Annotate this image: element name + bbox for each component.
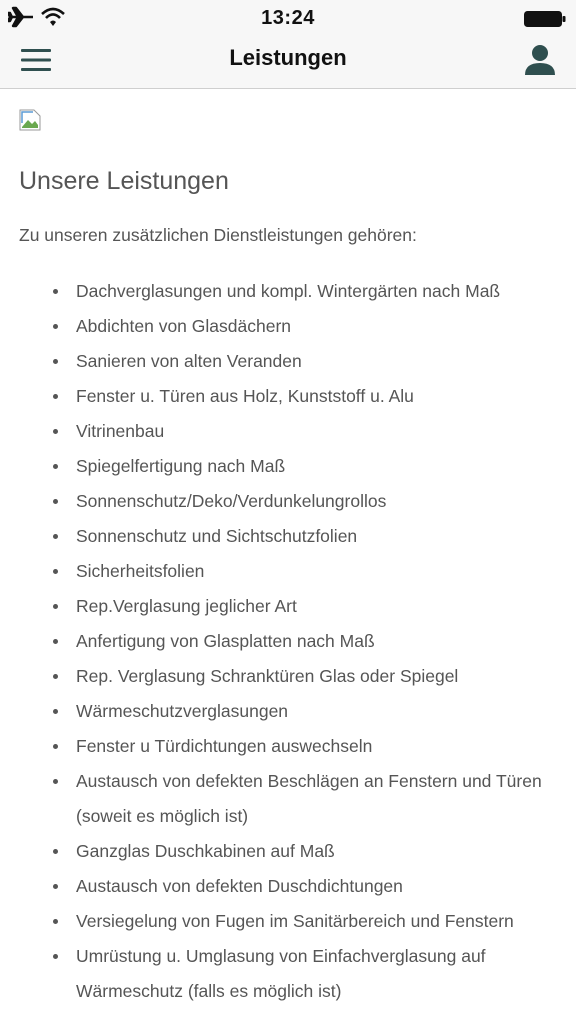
user-icon [523, 44, 557, 81]
list-item: Austausch von defekten Duschdichtungen [0, 869, 576, 904]
list-item: Ganzglas Duschkabinen auf Maß [0, 834, 576, 869]
list-item: Sonnenschutz/Deko/Verdunkelungrollos [0, 484, 576, 519]
page-title: Leistungen [229, 45, 347, 70]
list-item: Spiegelfertigung nach Maß [0, 449, 576, 484]
list-item: Fenster u Türdichtungen auswechseln [0, 729, 576, 764]
list-item: Fenster u. Türen aus Holz, Kunststoff u. Alu [0, 379, 576, 414]
status-time: 13:24 [261, 7, 315, 29]
list-item: Sonnenschutz und Sichtschutzfolien [0, 519, 576, 554]
list-item: Wärmeschutzverglasungen [0, 694, 576, 729]
list-item: Versiegelung von Fugen im Sanitärbereich und Fenstern [0, 904, 576, 939]
status-bar [0, 0, 576, 38]
list-item: Dachverglasungen und kompl. Wintergärten nach Maß [0, 274, 576, 309]
section-heading: Unsere Leistungen [19, 167, 229, 195]
list-item: Umrüstung u. Umglasung von Einfachverglasung auf Wärmeschutz (falls es möglich ist) [0, 939, 576, 1009]
menu-button[interactable] [12, 42, 60, 82]
broken-image-icon [19, 109, 41, 131]
battery-icon [524, 11, 566, 27]
list-item: Austausch von defekten Beschlägen an Fenstern und Türen (soweit es möglich ist) [0, 764, 576, 834]
user-button[interactable] [518, 40, 562, 84]
intro-text: Zu unseren zusätzlichen Dienstleistungen gehören: [19, 225, 417, 245]
services-list [0, 274, 576, 1009]
list-item: Abdichten von Glasdächern [0, 309, 576, 344]
content-area [0, 89, 576, 1024]
list-item: Vitrinenbau [0, 414, 576, 449]
list-item: Sicherheitsfolien [0, 554, 576, 589]
navigation-bar [0, 38, 576, 89]
list-item: Rep.Verglasung jeglicher Art [0, 589, 576, 624]
hamburger-menu-icon [20, 48, 52, 77]
list-item: Anfertigung von Glasplatten nach Maß [0, 624, 576, 659]
list-item: Sanieren von alten Veranden [0, 344, 576, 379]
list-item: Rep. Verglasung Schranktüren Glas oder Spiegel [0, 659, 576, 694]
